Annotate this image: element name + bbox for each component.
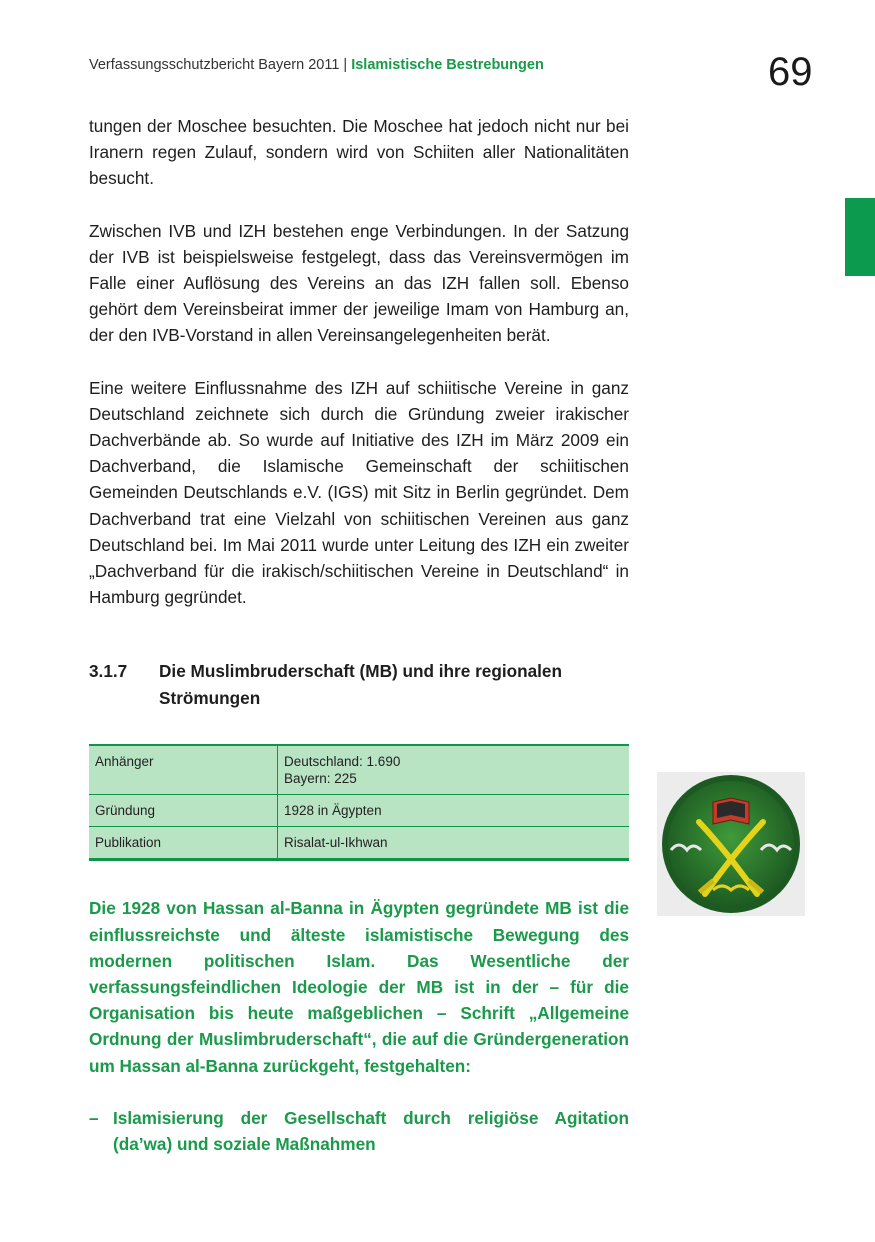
- bullet-dash: –: [89, 1107, 99, 1128]
- table-value-line: Bayern: 225: [284, 771, 357, 787]
- body-paragraph: tungen der Moschee besuchten. Die Moschee hat jedoch nicht nur bei Iranern regen Zulauf, sondern wird von Schiiten aller Nationalitäten besucht.: [89, 116, 629, 189]
- table-label: Publikation: [89, 827, 278, 860]
- table-row: [89, 795, 629, 827]
- main-content: [89, 113, 629, 1157]
- table-value: 1928 in Ägypten: [278, 795, 630, 827]
- header-separator: |: [343, 57, 348, 73]
- table-row: [89, 827, 629, 860]
- section-number: 3.1.7: [89, 661, 128, 682]
- page-number: 69: [768, 50, 813, 94]
- table-value: Risalat-ul-Ikhwan: [284, 835, 388, 851]
- list-item: [89, 1105, 629, 1157]
- body-paragraph: Zwischen IVB und IZH bestehen enge Verbindungen. In der Satzung der IVB ist beispielsweise festgelegt, dass das Vereinsvermögen im Falle einer Auflösung des Vereins an das IZH fallen soll. Ebenso gehört dem Vereinsbeirat immer der jeweilige Imam von Hamburg an, der den IVB-Vorstand in allen Vereinsangelegenheiten berät.: [89, 220, 629, 346]
- section-title: Islamistische Bestrebungen: [351, 57, 544, 73]
- bullet-text: Islamisierung der Gesellschaft durch religiöse Agitation (da’wa) und soziale Maßnahmen: [113, 1107, 629, 1155]
- table-value: [278, 745, 630, 795]
- table-row: [89, 745, 629, 795]
- muslim-brotherhood-emblem-icon: [657, 772, 805, 916]
- section-heading: [89, 658, 629, 712]
- table-label: Anhänger: [89, 745, 278, 795]
- fact-table: [89, 744, 629, 861]
- body-paragraph: Eine weitere Einflussnahme des IZH auf schiitische Vereine in ganz Deutschland zeichnete sich durch die Gründung zweier irakischer Dachverbände ab. So wurde auf Initiative des IZH im März 2009 ein Dachverband, die Islamische Gemeinschaft der schiitischen Gemeinden Deutschlands e.V. (IGS) mit Sitz in Berlin gegründet. Dem Dachverband trat eine Vielzahl von schiitischen Vereinen aus ganz Deutschland bei. Im Mai 2011 wurde unter Leitung des IZH ein zweiter „Dachverband für die irakisch/schiitischen Vereine in Deutschland“ in Hamburg gegründet.: [89, 377, 629, 608]
- section-heading-title: Die Muslimbruderschaft (MB) und ihre regionalen Strömungen: [159, 661, 562, 709]
- lead-paragraph: Die 1928 von Hassan al-Banna in Ägypten gegründete MB ist die einflussreichste und älteste islamistische Bewegung des modernen politischen Islam. Das Wesentliche der verfassungsfeindlichen Ideologie der MB ist in der – für die Organisation bis heute maßgeblichen – Schrift „Allgemeine Ordnung der Muslimbruderschaft“, die auf die Gründergeneration um Hassan al-Banna zurückgeht, festgehalten:: [89, 898, 629, 1076]
- table-label: Gründung: [89, 795, 278, 827]
- running-header: [89, 57, 544, 73]
- table-value-line: Deutschland: 1.690: [284, 754, 401, 770]
- report-title: Verfassungsschutzbericht Bayern 2011: [89, 57, 340, 73]
- chapter-tab-marker: [845, 198, 875, 276]
